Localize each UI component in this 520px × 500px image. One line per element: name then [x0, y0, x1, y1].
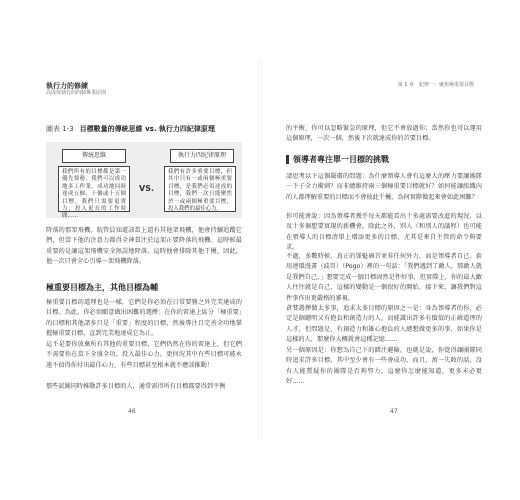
- left-paragraph-2: 極重要目標的道理也是一樣，它們是你必須在日常要務之外完美達成的目標。為此，你必須願意做出困難的選擇：在你的雷達上區分「極重要」的目標和其他諸多只是「重要」程度的目標，然後專注且完善全功地掌握極重要目標，直到完美地達成它為止。: [46, 299, 242, 338]
- right-paragraph-1: 的平衡，你可以忽略緊急的原理，但它不會放過你；當然你也可以運用這個原理，一次一個，然後下次就達成你的首要目標。: [286, 125, 482, 143]
- left-paragraph-3: 這不是要你放棄所有其他的重要目標，它們仍然在你的雷達上，但它們不需要你在當下全盛全功、投入最佳心力，更何況其中有些目標可能永遠不值得你付出最佳心力，有些目標甚至根本就不應該推動！: [46, 341, 242, 369]
- right-paragraph-4: 不過，多數時候，真正的罪魁禍首並非任何外力，而是領導者自己。套用連環漫畫（波哥）（Pogo）裡的一句話：「我們遇到了敵人，那敵人就是我們自己。」想要完成一個目標固然是件好事，但實際上，你的最大敵人往往就是自己，這樣的變動是一個很好的開始，接下來，讓我們對這件事作出更嚴格的審視。: [286, 253, 482, 302]
- right-paragraph-2: 請思考以下這個嚴肅的問題：為什麼領導人會有這麼大的壓力要讓團隊一下子全力衝刺？而非總維持兩三個極重要目標就好？如何能讓組織內的人都理解重要的目標而不會彼此干擾，為何實際做起來會如此困難？: [286, 173, 482, 201]
- figure-head-4dx: 執行力四紀律原理: [170, 149, 234, 163]
- figure-comparison-box: [46, 142, 242, 218]
- left-page-number: 46: [128, 408, 136, 415]
- right-paragraph-6: 另一個原因是：你想為自己下的賭注避險，也就是說，你覺得讓團隊同時追求許多目標，其中至少會有一些會成功，而且，萬一失敗的話，沒有人能質疑你的團隊是否夠努力，這麼你怎麼能知道，更多未必更好……: [286, 347, 482, 386]
- figure-head-traditional: 傳統思維: [62, 149, 126, 163]
- right-paragraph-5: 貪婪選擇做太多事，追求太多目標的原因之一是：身為領導者的你，必定是個聰明又有抱負和創造力的人，而能識出許多有價值的正確道理的人才，但問題是，有創造力和雄心抱負的人總想做更多的事，如果你是這樣的人，那麼你大概就會這種記憶……: [286, 305, 482, 344]
- left-section-heading: 極重要目標為主，其他目標為輔: [46, 283, 158, 292]
- right-header-title: 第 1 章 紀律一：聚焦極重要目標: [397, 82, 474, 88]
- right-paragraph-3: 你可能會說：因為領導者幾乎每天都能看出十多處需要改進的現況，以及十多個想要實現的新機會。除此之外，別人（和別人的議程）也可能在領導人的目標清單上增添更多的目標，尤其是來自主管的命令與要求。: [286, 213, 482, 252]
- figure-cell-4dx: 我們有許多重要目標，但其中只有一或兩個極重要目標，是我們必須達成的目標，我們一次只能聚焦於一或兩個極重要目標，投入我們的最佳心力。: [164, 166, 236, 212]
- figure-vs-label: VS.: [139, 184, 154, 193]
- left-running-header: [46, 82, 106, 96]
- left-header-title: 執行力的修練: [46, 82, 88, 90]
- left-paragraph-4: 那些試圖同時推動許多目標的人，通常需得所有目標都要得到平衡: [46, 383, 226, 390]
- right-section-heading: 領導者專注單一目標的挑戰: [286, 154, 389, 165]
- figure-cell-traditional: 我們所有的目標都是第一優先要務，我們可以成功地多工作業，成功地同時達成五個、十個或十五個目標，我們只需要更賣力，投入更長的工作時間……: [58, 166, 130, 212]
- right-page: [260, 0, 520, 500]
- left-header-subtitle: 高成效執行的四個專業原則: [46, 90, 107, 97]
- figure-caption: [46, 124, 215, 134]
- figure-number: 圖表 1-3: [46, 125, 74, 133]
- figure-title: 目標數量的傳統思維 vs. 執行力四紀律原理: [79, 125, 215, 133]
- left-paragraph-1: 降落的那架飛機，航管員知道該當上還有其他架飛機，他會持續追蹤它們，但當下他的注意力都得全神貫注於這架正要降落的飛機。這時候最重要的是讓這架飛機安全無誤地降落。這時他會排除其他干擾，因此，他一次只會全心引導一架飛機降落。: [46, 227, 242, 266]
- right-page-number: 47: [390, 408, 398, 415]
- right-running-header: [398, 82, 474, 88]
